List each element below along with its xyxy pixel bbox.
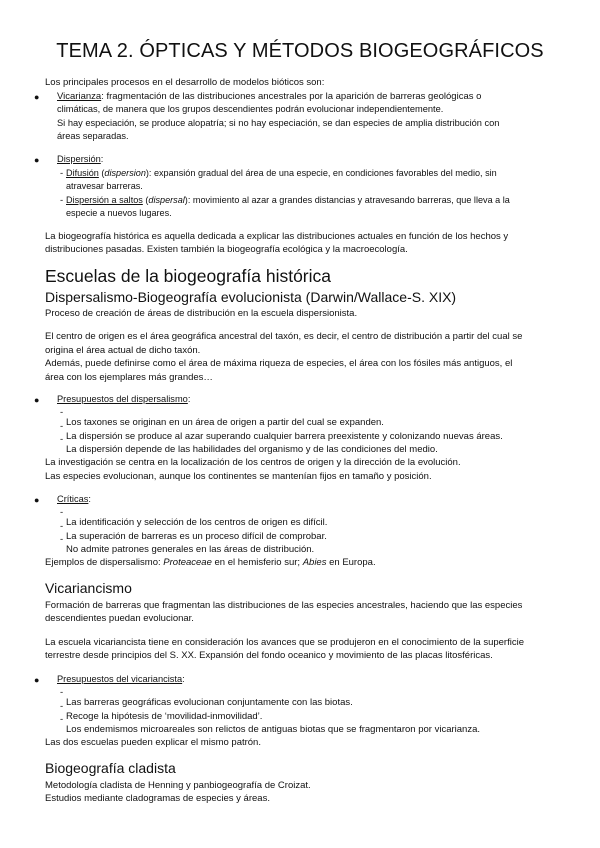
dispersalismo-p2-line2: origina el área actual de dicho taxón. <box>45 345 201 356</box>
vicarianza-line2: climáticas, de manera que los grupos descendientes podrán evolucionar independientemente. <box>57 104 444 114</box>
dispersalismo-p2-line3: Además, puede definirse como el área de máxima riqueza de especies, el área con los fósiles más antiguos, el <box>45 358 513 369</box>
bullet-icon: ● <box>34 92 40 102</box>
dash-icon: - <box>60 701 64 712</box>
presupuestos-vicariancista-label: Presupuestos del vicariancista: <box>57 674 185 684</box>
dash-icon: - <box>60 507 64 518</box>
dash-icon: - <box>60 434 64 445</box>
page-title: TEMA 2. ÓPTICAS Y MÉTODOS BIOGEOGRÁFICOS <box>56 40 544 62</box>
vicarianza-line1: Vicarianza: fragmentación de las distribuciones ancestrales por la aparición de barreras geológicas o <box>57 91 482 102</box>
dispersalismo-heading: Dispersalismo-Biogeografía evolucionista (Darwin/Wallace-S. XIX) <box>45 289 457 305</box>
saltos-line2: especie a nuevos lugares. <box>66 208 172 218</box>
dash-icon: - <box>60 195 64 206</box>
dash-icon: - <box>60 521 64 532</box>
bullet-icon: ● <box>34 675 40 685</box>
historica-line1: La biogeografía histórica es aquella dedicada a explicar las distribuciones actuales en función de los hechos y <box>45 231 509 242</box>
historica-line2: distribuciones pasadas. Existen también la biogeografía ecológica y la macroecología. <box>45 244 408 255</box>
vicarianza-line4: áreas separadas. <box>57 131 129 141</box>
dispersalismo-p3-line1: La investigación se centra en la localización de los centros de origen y la dirección de la evolución. <box>45 457 461 468</box>
difusion-line2: atravesar barreras. <box>66 181 143 191</box>
ejemplos-text: Ejemplos de dispersalismo: Proteaceae en el hemisferio sur; Abies en Europa. <box>45 557 376 568</box>
cladista-line2: Estudios mediante cladogramas de especies y áreas. <box>45 793 270 804</box>
dash-icon: - <box>60 407 64 418</box>
difusion-term: Difusión <box>66 168 99 178</box>
list-item: La superación de barreras es un proceso difícil de comprobar. <box>66 530 327 542</box>
dispersalismo-p1: Proceso de creación de áreas de distribución en la escuela dispersionista. <box>45 308 358 319</box>
criticas-label: Críticas: <box>57 494 91 504</box>
bullet-icon: ● <box>34 395 40 405</box>
dispersion-term: Dispersión <box>57 154 101 164</box>
list-item: Los taxones se originan en un área de origen a partir del cual se expanden. <box>66 416 384 428</box>
list-item: La dispersión depende de las habilidades del organismo y de las condiciones del medio. <box>66 443 438 455</box>
dash-icon: - <box>60 534 64 545</box>
difusion-line1: Difusión (dispersion): expansión gradual del área de una especie, en condiciones favorables del medio, sin <box>66 168 497 178</box>
saltos-term: Dispersión a saltos <box>66 195 143 205</box>
vicariancismo-p1-line2: descendientes puedan evolucionar. <box>45 613 194 624</box>
list-item: Los endemismos microareales son relictos de antiguas biotas que se fragmentaron por vicarianza. <box>66 723 480 735</box>
presupuestos-dispersalismo-label: Presupuestos del dispersalismo: <box>57 394 191 404</box>
cladista-line1: Metodología cladista de Henning y panbiogeografía de Croizat. <box>45 780 311 791</box>
bullet-icon: ● <box>34 155 40 165</box>
dispersalismo-p2-line4: área con los ejemplares más grandes… <box>45 372 213 383</box>
list-item: No admite patrones generales en las áreas de distribución. <box>66 543 315 555</box>
dispersalismo-p3-line2: Las especies evolucionan, aunque los continentes se mantenían fijos en tamaño y posición. <box>45 471 432 482</box>
vicariancismo-p3: Las dos escuelas pueden explicar el mismo patrón. <box>45 737 261 748</box>
dash-icon: - <box>60 168 64 179</box>
list-item: Recoge la hipótesis de ‘movilidad-inmovilidad’. <box>66 710 263 722</box>
vicarianza-line3: Si hay especiación, se produce alopatría; si no hay especiación, se dan especies de amplia distribución con <box>57 118 500 128</box>
list-item: La dispersión se produce al azar superando cualquier barrera preexistente y colonizando nuevas áreas. <box>66 430 503 442</box>
vicariancismo-p1-line1: Formación de barreras que fragmentan las distribuciones de las especies ancestrales, haciendo que las especies <box>45 600 523 611</box>
vicariancismo-p2-line2: terrestre desde principios del S. XX. Expansión del fondo oceanico y movimiento de las placas litosféricas. <box>45 650 493 661</box>
vicariancismo-p2-line1: La escuela vicariancista tiene en consideración los avances que se produjeron en el conocimiento de la superficie <box>45 637 524 648</box>
list-item: Las barreras geográficas evolucionan conjuntamente con las biotas. <box>66 696 353 708</box>
saltos-line1: Dispersión a saltos (dispersal): movimiento al azar a grandes distancias y atravesando barreras, que lleva a la <box>66 195 510 205</box>
vicariancismo-heading: Vicariancismo <box>45 580 132 596</box>
dash-icon: - <box>60 687 64 698</box>
escuelas-heading: Escuelas de la biogeografía histórica <box>45 266 332 286</box>
vicarianza-term: Vicarianza <box>57 91 102 102</box>
dispersalismo-p2-line1: El centro de origen es el área geográfica ancestral del taxón, es decir, el centro de distribución a partir del cual se <box>45 331 523 342</box>
dash-icon: - <box>60 421 64 432</box>
bullet-icon: ● <box>34 495 40 505</box>
intro-text: Los principales procesos en el desarrollo de modelos bióticos son: <box>45 77 325 88</box>
dispersion-label: Dispersión: <box>57 154 104 164</box>
cladista-heading: Biogeografía cladista <box>45 760 176 776</box>
dash-icon: - <box>60 714 64 725</box>
list-item: La identificación y selección de los centros de origen es difícil. <box>66 516 328 528</box>
